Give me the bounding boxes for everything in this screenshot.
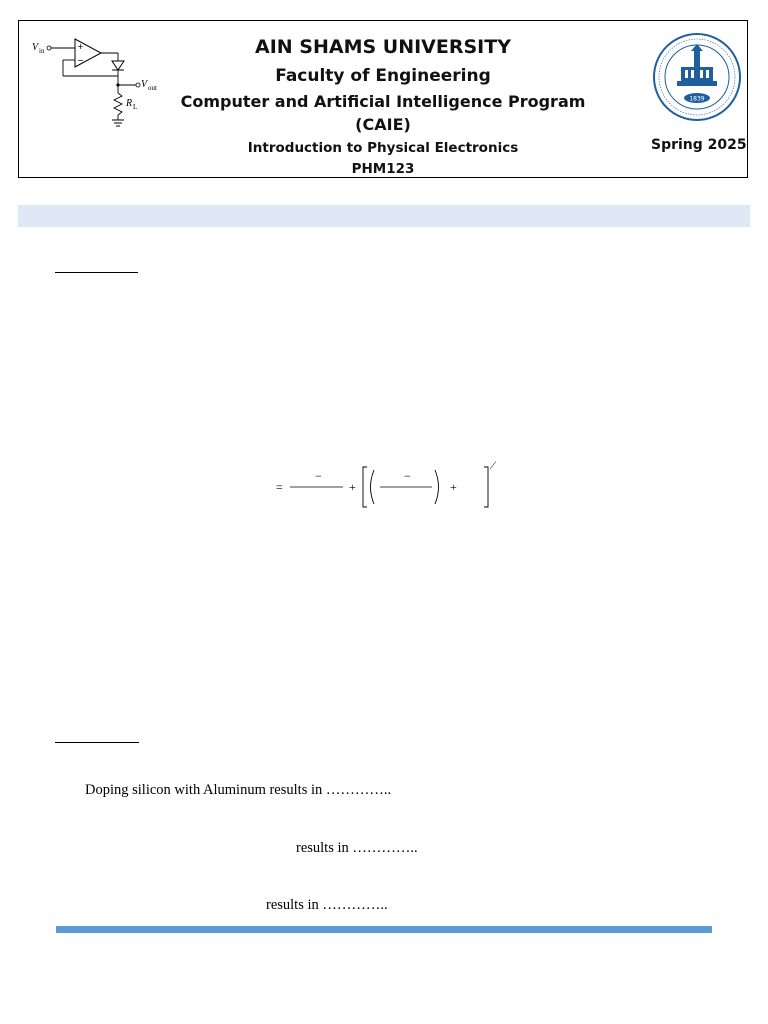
header-box: [18, 20, 748, 178]
question-2-text: results in …………..: [296, 840, 418, 856]
question-heading-underline-2: [55, 742, 139, 743]
question-doping-aluminum: Doping silicon with Aluminum results in …………..: [85, 782, 392, 798]
question-heading-underline-1: [55, 272, 138, 273]
semester-label: Spring 2025: [651, 137, 747, 153]
formula-exponent: ⁄: [492, 458, 495, 472]
seal-year: 1839: [689, 95, 705, 103]
svg-text:+: +: [77, 42, 84, 51]
program-abbreviation: (CAIE): [355, 115, 411, 134]
formula-equals: =: [276, 480, 283, 494]
footer-divider-bar: [56, 926, 712, 933]
vin-label: V: [32, 42, 39, 53]
faculty-title: Faculty of Engineering: [275, 66, 491, 86]
program-title: Computer and Artificial Intelligence Program: [180, 92, 586, 111]
university-seal-logo: [651, 33, 743, 121]
svg-text:−: −: [77, 56, 84, 65]
question-3-text: results in …………..: [266, 897, 388, 913]
formula-minus-1: −: [315, 469, 322, 483]
course-code: PHM123: [351, 161, 415, 177]
rl-label: R: [126, 98, 133, 109]
university-title: AIN SHAMS UNIVERSITY: [255, 36, 511, 58]
formula-plus-2: +: [450, 480, 457, 494]
math-formula: [270, 458, 510, 514]
vin-sub: in: [39, 47, 45, 55]
vout-sub: out: [148, 84, 157, 92]
formula-minus-2: −: [404, 469, 411, 483]
section-header-band: [18, 205, 750, 227]
rl-sub: L: [133, 103, 138, 111]
formula-plus-1: +: [349, 480, 356, 494]
vout-label: V: [141, 79, 148, 90]
course-name: Introduction to Physical Electronics: [247, 140, 519, 156]
